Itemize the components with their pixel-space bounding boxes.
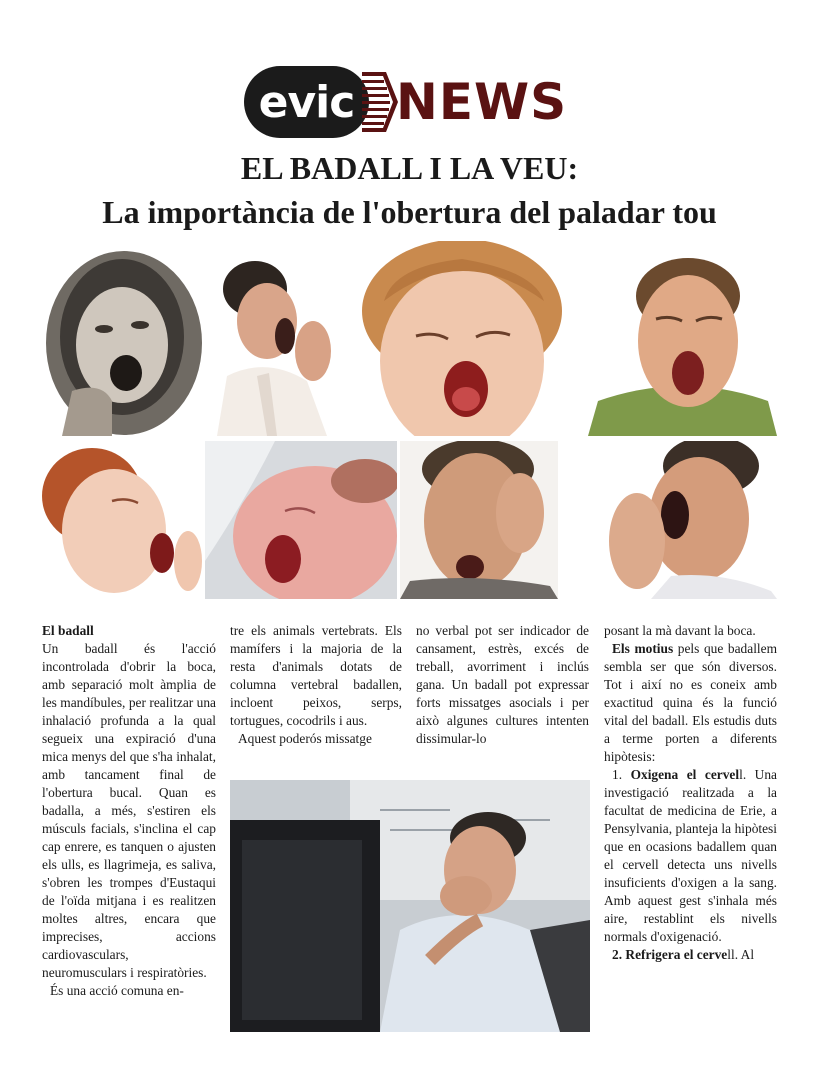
section-title-el-badall: El badall — [42, 623, 94, 638]
hypothesis-number: 1. — [612, 767, 623, 782]
article-column-1 — [42, 622, 216, 1000]
motius-text: pels que badallem sembla ser que són diversos. Tot i així no es coneix amb exactitud quina és la funció vital del badall. Els estudis duts a terme porten a diferents hipòtesis: — [604, 641, 777, 764]
woman-red-hair-yawning-photo — [42, 441, 202, 599]
headline-line-1: EL BADALL I LA VEU: — [240, 150, 579, 186]
hypothesis-title: Oxigena el cervel — [630, 767, 740, 782]
vintage-woman-yawning-photo — [42, 241, 202, 436]
article-column-2 — [230, 622, 402, 748]
hypothesis-title: Refrigera el cerve — [625, 947, 728, 962]
hypothesis-text: ll. Al — [727, 947, 755, 962]
article-paragraph: no verbal pot ser indicador de cansament, estrès, excés de treball, avorriment i inclús gana. Un badall pot expressar forts missatges asocials i per això algunes cultures intenten dissimular-lo — [416, 623, 589, 746]
baby-yawning-photo — [205, 441, 397, 599]
boy-yawning-photo — [344, 241, 572, 436]
evic-logo: evic — [244, 66, 369, 138]
article-paragraph-motius — [604, 640, 777, 766]
article-paragraph: tre els animals vertebrats. Els mamífers i la majoria de la resta d'animals dotats de columna vertebral badallen, incloent peixos, serps, tortugues, cocodrils i aus. — [230, 623, 402, 728]
man-rubbing-eye-yawning-photo — [400, 441, 558, 599]
article-column-3 — [416, 622, 589, 748]
masthead-logo — [244, 62, 574, 142]
yawning-photo-collage — [42, 241, 777, 599]
speed-stripes-icon — [362, 70, 398, 134]
motius-label: Els motius — [612, 641, 674, 656]
article-paragraph: posant la mà davant la boca. — [604, 623, 756, 638]
office-worker-yawning-at-computer-photo — [230, 780, 590, 1032]
man-white-shirt-yawning-photo — [207, 241, 339, 436]
article-paragraph: Un badall és l'acció incontrolada d'obrir la boca, amb separació molt àmplia de les mandíbules, per realitzar una inhalació profunda a la qual segueix una expiració d'una mica menys del que s'ha inhalat, amb tancament final de l'obertura bucal. Quan es badalla, a més, s'estiren els músculs facials, s'inclina el cap cap enrere, es tanquen o ajusten els ulls, es llagrimeja, es saliva, s'obren les trompes d'Eustaqui de l'oïda mitjana i es realitzen moltes altres, encara que imprecises, accions cardiovasculars, neuromusculars i respiratòries. — [42, 641, 216, 980]
man-covering-mouth-yawning-photo — [561, 441, 777, 599]
article-paragraph: És una acció comuna en- — [50, 983, 184, 998]
article-paragraph: Aquest poderós missatge — [238, 731, 372, 746]
man-green-shirt-yawning-photo — [588, 241, 777, 436]
hypothesis-item-2 — [604, 946, 777, 964]
hypothesis-text: l. Una investigació realitzada a la facultat de medicina de Erie, a Pensylvania, planteja la hipòtesi que en ocasions badallem quan el cervell detecta uns nivells insuficients d'oxigen a la sang. Amb aquest gest s'inhala més aire, restablint els nivells normals d'oxigenació. — [604, 767, 777, 944]
headline-line-2: La importància de l'obertura del paladar tou — [102, 194, 717, 230]
hypothesis-item-1 — [604, 766, 777, 946]
hypothesis-number: 2. — [612, 947, 623, 962]
article-column-4 — [604, 622, 777, 964]
news-wordmark: NEWS — [396, 73, 568, 131]
